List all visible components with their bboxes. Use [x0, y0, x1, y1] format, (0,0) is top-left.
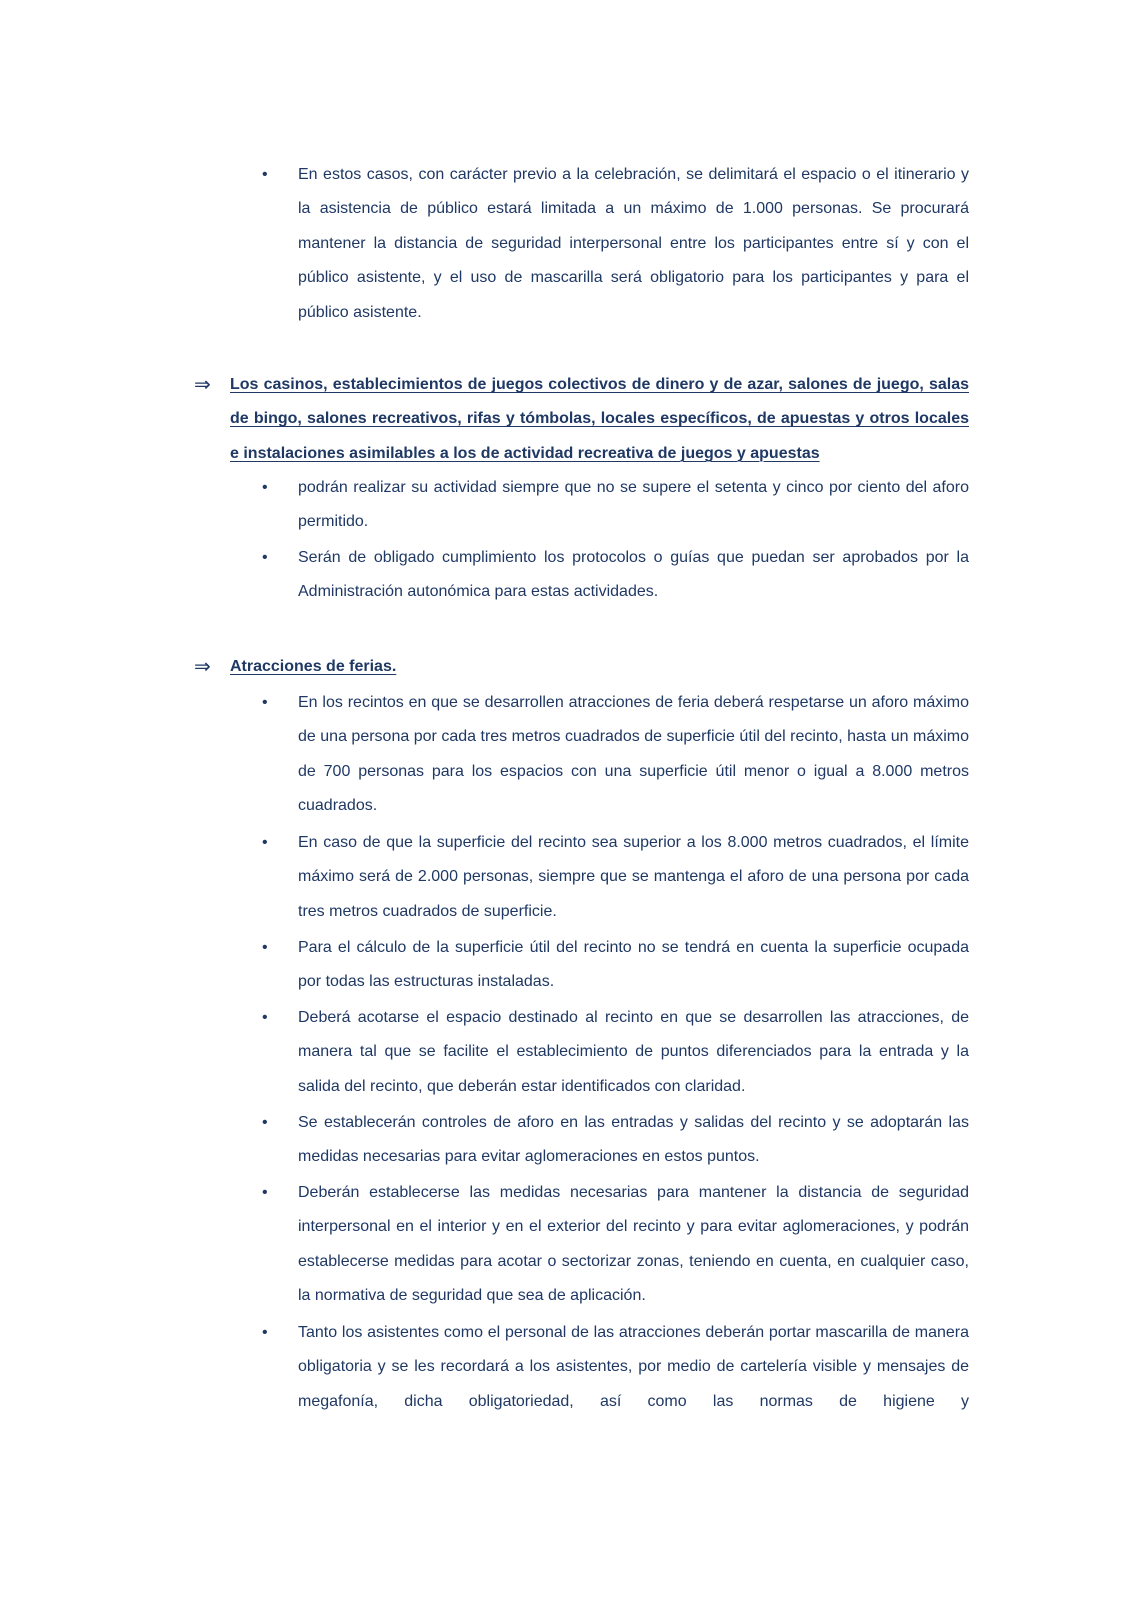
list-item-text: Serán de obligado cumplimiento los protocolos o guías que puedan ser aprobados por la Administración autonómica para estas actividades.	[298, 549, 969, 601]
list-item-text: Se establecerán controles de aforo en las entradas y salidas del recinto y se adoptarán las medidas necesarias para evitar aglomeraciones en estos puntos.	[298, 1114, 969, 1166]
bullet-marker: •	[262, 479, 268, 496]
bullet-marker: •	[262, 1184, 268, 1201]
section-heading-casinos: Los casinos, establecimientos de juegos colectivos de dinero y de azar, salones de juego, salas de bingo, salones recreativos, rifas y tómbolas, locales específicos, de apuestas y otros locales e instalaciones asimilables a los de actividad recreativa de juegos y apuestas	[230, 376, 969, 462]
list-item-text: Para el cálculo de la superficie útil del recinto no se tendrá en cuenta la superficie ocupada por todas las estructuras instaladas.	[298, 939, 969, 991]
list-item-text: Deberán establecerse las medidas necesarias para mantener la distancia de seguridad interpersonal en el interior y en el exterior del recinto y para evitar aglomeraciones, y podrán establecerse medidas para acotar o sectorizar zonas, teniendo en cuenta, en cualquier caso, la normativa de seguridad que sea de aplicación.	[298, 1184, 969, 1305]
bullet-marker: •	[262, 1114, 268, 1131]
bullet-marker: •	[262, 1324, 268, 1341]
list-item-text: podrán realizar su actividad siempre que no se supere el setenta y cinco por ciento del aforo permitido.	[298, 479, 969, 531]
arrow-icon: ⇒	[194, 656, 211, 678]
list-item-text: Tanto los asistentes como el personal de las atracciones deberán portar mascarilla de manera obligatoria y se les recordará a los asistentes, por medio de cartelería visible y mensajes de megafonía, dicha obligatoriedad, así como las normas de higiene y	[298, 1324, 969, 1410]
list-item-text: En caso de que la superficie del recinto sea superior a los 8.000 metros cuadrados, el límite máximo será de 2.000 personas, siempre que se mantenga el aforo de una persona por cada tres metros cuadrados de superficie.	[298, 834, 969, 920]
bullet-marker: •	[262, 834, 268, 851]
section-heading-ferias: Atracciones de ferias.	[230, 658, 397, 675]
bullet-marker: •	[262, 549, 268, 566]
bullet-marker: •	[262, 166, 268, 183]
list-item-text: En los recintos en que se desarrollen atracciones de feria deberá respetarse un aforo máximo de una persona por cada tres metros cuadrados de superficie útil del recinto, hasta un máximo de 700 personas para los espacios con una superficie útil menor o igual a 8.000 metros cuadrados.	[298, 694, 969, 815]
arrow-icon: ⇒	[194, 374, 211, 396]
bullet-marker: •	[262, 694, 268, 711]
list-item-text: Deberá acotarse el espacio destinado al recinto en que se desarrollen las atracciones, de manera tal que se facilite el establecimiento de puntos diferenciados para la entrada y la salida del recinto, que deberán estar identificados con claridad.	[298, 1009, 969, 1095]
list-item-text: En estos casos, con carácter previo a la celebración, se delimitará el espacio o el itinerario y la asistencia de público estará limitada a un máximo de 1.000 personas. Se procurará mantener la distancia de seguridad interpersonal entre los participantes entre sí y con el público asistente, y el uso de mascarilla será obligatorio para los participantes y para el público asistente.	[298, 166, 969, 321]
bullet-marker: •	[262, 939, 268, 956]
bullet-marker: •	[262, 1009, 268, 1026]
